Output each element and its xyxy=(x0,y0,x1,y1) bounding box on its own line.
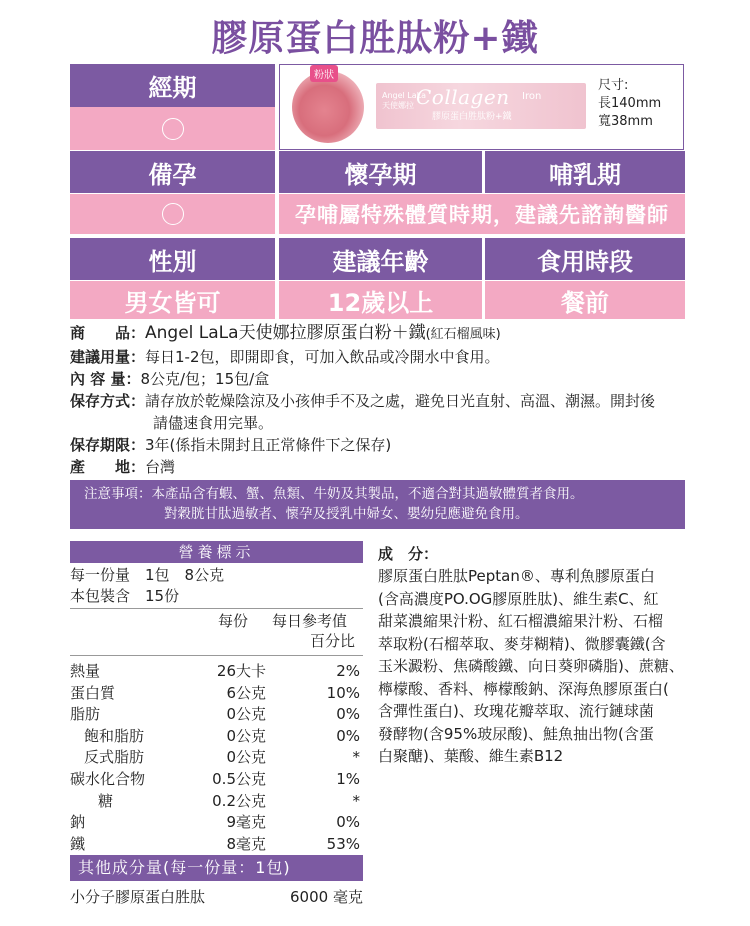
info-shelf-life-label: 保存期限： xyxy=(70,436,146,454)
stick-sub-text: 膠原蛋白胜肽粉+鐵 xyxy=(432,112,512,122)
nutrition-row-dv: 0% xyxy=(336,705,360,724)
ingredient-line: 含彈性蛋白)、玫瑰花瓣萃取、流行鏈球菌 xyxy=(378,702,654,720)
ingredient-line: 白聚醣)、葉酸、維生素B12 xyxy=(378,747,564,765)
col-daily-value: 每日參考值 xyxy=(272,612,348,630)
ingredient-line: 檸檬酸、香料、檸檬酸鈉、深海魚膠原蛋白( xyxy=(378,679,669,698)
info-content-value: 8公克/包；15包/盒 xyxy=(140,370,270,388)
menstrual-header-label: 經期 xyxy=(148,74,197,102)
info-storage xyxy=(70,391,655,411)
info-product-suffix: (紅石榴風味) xyxy=(425,327,501,342)
divider xyxy=(70,608,363,609)
nutrition-row-amount: 0公克 xyxy=(226,705,266,724)
nutrition-row-dv: * xyxy=(352,791,360,810)
nutrition-row-amount: 8毫克 xyxy=(226,834,266,853)
info-storage-label: 保存方式： xyxy=(70,392,146,410)
info-content-label: 內 容 量： xyxy=(70,370,141,388)
ingredient-line: 膠原蛋白胜肽Peptan®、專利魚膠原蛋白 xyxy=(378,567,655,585)
pregnancy-prep-label: 備孕 xyxy=(148,160,197,189)
info-product xyxy=(70,323,501,345)
nutrition-row-amount: 0公克 xyxy=(226,726,266,745)
col-per-serving: 每份 xyxy=(218,612,249,630)
age-value-text: 12歲以上 xyxy=(327,288,434,317)
nutrition-row-dv: 10% xyxy=(326,683,360,702)
powder-tag: 粉狀 xyxy=(310,65,338,82)
info-origin-label: 產 地： xyxy=(70,458,146,476)
circle-icon xyxy=(162,203,184,225)
warning-box xyxy=(70,480,685,529)
pregnancy-label: 懷孕期 xyxy=(344,160,417,189)
nutrition-table xyxy=(70,541,363,856)
info-origin xyxy=(70,457,175,477)
breastfeeding-label: 哺乳期 xyxy=(549,160,621,189)
servings-per-package: 本包裝含 15份 xyxy=(70,587,180,605)
nutrition-row-dv: 2% xyxy=(336,662,360,680)
other-ingredient-amount: 6000 毫克 xyxy=(290,888,363,906)
nutrition-row-name: 鈉 xyxy=(70,813,86,832)
info-storage-value: 請存放於乾燥陰涼及小孩伸手不及之處，避免日光直射、高溫、潮濕。開封後 xyxy=(145,392,656,410)
size-length: 長140mm xyxy=(598,96,662,111)
nutrition-header: 營養標示 xyxy=(70,541,363,563)
ingredients-title: 成 分： xyxy=(378,545,439,563)
info-usage-label: 建議用量： xyxy=(70,348,146,366)
gender-value-text: 男女皆可 xyxy=(124,288,221,317)
age-value xyxy=(279,281,482,319)
other-ingredient-name: 小分子膠原蛋白胜肽 xyxy=(70,888,206,906)
nutrition-row-name: 飽和脂肪 xyxy=(84,726,145,745)
nutrition-row-name: 糖 xyxy=(98,791,114,810)
nutrition-row-name: 熱量 xyxy=(70,662,101,680)
nutrition-row-amount: 0.5公克 xyxy=(212,770,266,788)
gender-header xyxy=(70,238,275,280)
gender-label: 性別 xyxy=(148,247,197,276)
page-title: 膠原蛋白胜肽粉+鐵 xyxy=(211,18,539,59)
info-shelf-life-value: 3年(係指未開封且正常條件下之保存) xyxy=(145,436,392,454)
size-info xyxy=(598,77,661,131)
nutrition-row-amount: 0.2公克 xyxy=(212,791,266,810)
warning-line-2: 對穀胱甘肽過敏者、懷孕及授乳中婦女、嬰幼兒應避免食用。 xyxy=(164,506,529,522)
info-origin-value: 台灣 xyxy=(145,458,176,476)
gender-value xyxy=(70,281,275,319)
info-shelf-life xyxy=(70,435,391,455)
nutrition-row-name: 鐵 xyxy=(70,834,86,853)
nutrition-row-dv: 0% xyxy=(336,813,360,832)
other-ingredients-header: 其他成分量(每一份量：1包) xyxy=(70,855,363,881)
timing-header xyxy=(485,238,685,280)
info-content xyxy=(70,369,269,389)
special-note-text: 孕哺屬特殊體質時期，建議先諮詢醫師 xyxy=(295,203,669,227)
serving-size: 每一份量 1包 8公克 xyxy=(70,566,225,584)
nutrition-row-amount: 6公克 xyxy=(226,683,266,702)
nutrition-row-name: 反式脂肪 xyxy=(84,748,145,767)
age-label: 建議年齡 xyxy=(332,247,429,276)
divider xyxy=(70,655,363,656)
info-storage-value2: 請儘速食用完畢。 xyxy=(153,414,274,432)
ingredient-line: 甜菜濃縮果汁粉、紅石榴濃縮果汁粉、石榴 xyxy=(378,612,664,630)
product-stick-icon xyxy=(376,83,586,129)
product-image-box xyxy=(279,64,684,150)
info-product-label: 商 品： xyxy=(70,324,146,342)
nutrition-row-amount: 9毫克 xyxy=(226,813,266,832)
special-note xyxy=(279,194,685,234)
nutrition-row-name: 蛋白質 xyxy=(70,683,116,702)
ingredient-line: 發酵物(含95%玻尿酸)、鮭魚抽出物(含蛋 xyxy=(378,724,654,743)
nutrition-row-dv: * xyxy=(352,748,360,767)
stick-iron-text: Iron xyxy=(522,91,542,102)
info-product-value: Angel LaLa天使娜拉膠原蛋白粉＋鐵 xyxy=(145,323,426,343)
nutrition-row-dv: 53% xyxy=(326,834,360,853)
warning-line-1: 注意事項：本產品含有蝦、蟹、魚類、牛奶及其製品，不適合對其過敏體質者食用。 xyxy=(84,486,584,502)
timing-value xyxy=(485,281,685,319)
timing-label: 食用時段 xyxy=(537,247,633,276)
info-usage-value: 每日1-2包，即開即食，可加入飲品或冷開水中食用。 xyxy=(145,348,500,366)
info-usage xyxy=(70,347,500,367)
nutrition-row-dv: 1% xyxy=(336,770,360,788)
nutrition-row-amount: 0公克 xyxy=(226,748,266,767)
pregnancy-prep-header xyxy=(70,151,275,193)
nutrition-row-name: 脂肪 xyxy=(70,705,101,724)
menstrual-value xyxy=(70,107,275,150)
ingredient-line: 萃取粉(石榴萃取、麥芽糊精)、微膠囊鐵(含 xyxy=(378,634,666,653)
nutrition-row-dv: 0% xyxy=(336,726,360,745)
ingredient-line: 玉米澱粉、焦磷酸鐵、向日葵卵磷脂)、蔗糖、 xyxy=(378,657,684,675)
pregnancy-prep-value xyxy=(70,194,275,234)
circle-icon xyxy=(162,118,184,140)
size-width: 寬38mm xyxy=(598,114,653,129)
size-label: 尺寸: xyxy=(598,78,629,93)
nutrition-row-amount: 26大卡 xyxy=(216,662,266,680)
timing-value-text: 餐前 xyxy=(561,288,609,317)
nutrition-row-name: 碳水化合物 xyxy=(70,770,146,788)
pregnancy-header xyxy=(279,151,482,193)
col-daily-value-2: 百分比 xyxy=(310,632,356,650)
ingredients-list xyxy=(378,565,688,768)
age-header xyxy=(279,238,482,280)
breastfeeding-header xyxy=(485,151,685,193)
stick-logo-text: Collagen xyxy=(416,85,510,109)
stick-brand: Angel LaLa 天使娜拉 xyxy=(382,91,427,110)
menstrual-header xyxy=(70,64,275,107)
info-storage-cont xyxy=(153,413,273,433)
ingredient-line: (含高濃度PO.OG膠原胜肽)、維生素C、紅 xyxy=(378,589,659,608)
